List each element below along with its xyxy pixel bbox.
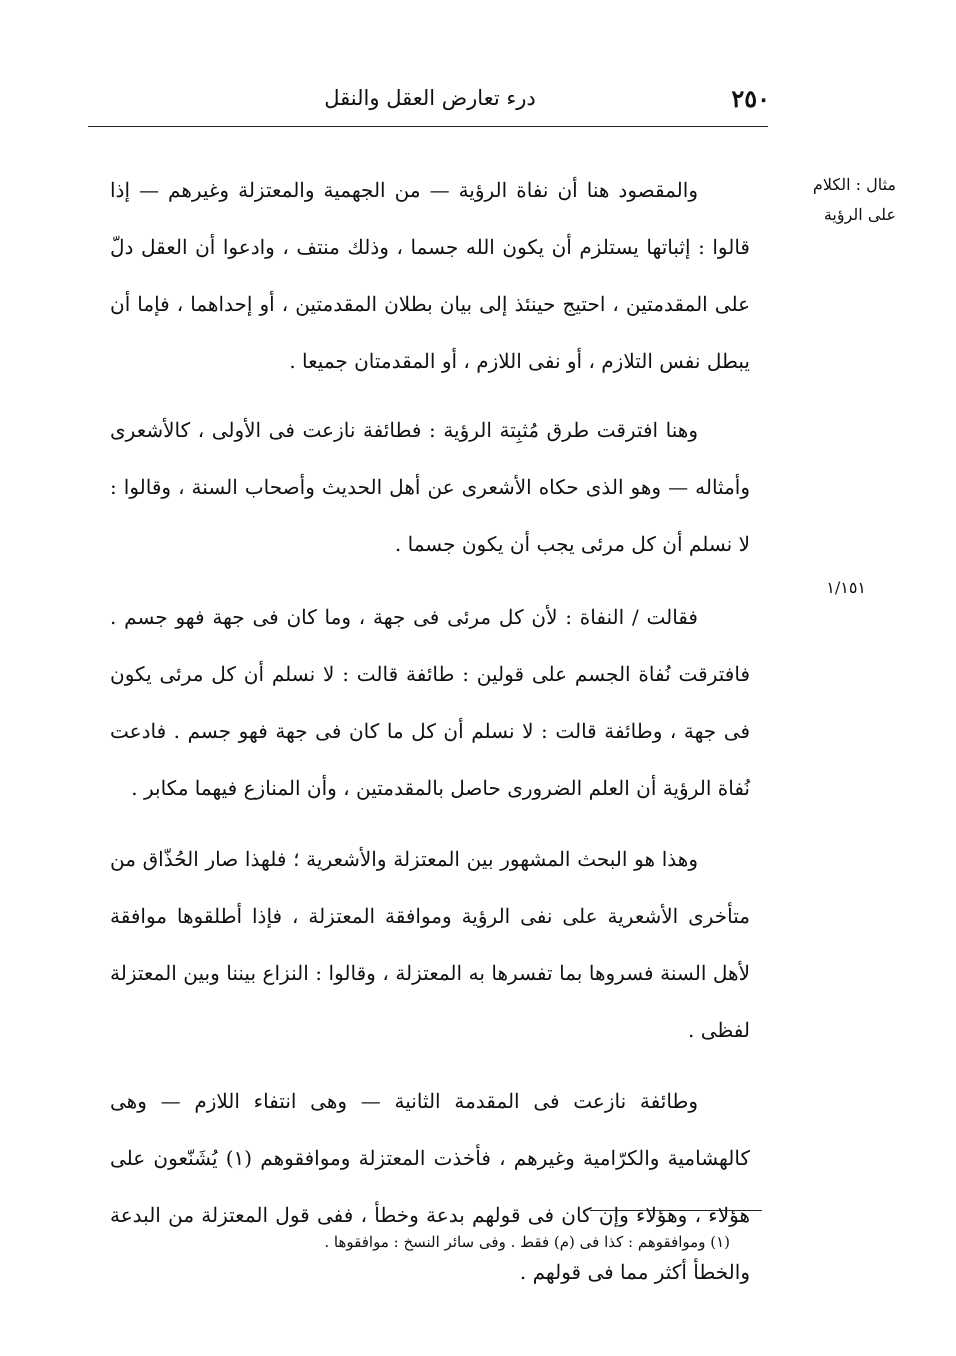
page-number: ٢٥٠ — [731, 84, 770, 113]
paragraph-1: والمقصود هنا أن نفاة الرؤية — من الجهمية والمعتزلة وغيرهم — إذا قالوا : إثباتها يستلزم أن يكون الله جسما ، وذلك منتف ، وادعوا أن العقل دلّ على المقدمتين ، احتيج حينئذ إلى بيان بطلان المقدمتين ، أو إحداهما ، فإما أن يبطل نفس التلازم ، أو نفى اللازم ، أو المقدمتان جميعا . — [110, 178, 750, 373]
paragraph-2: وهنا افترقت طرق مُثبِتة الرؤية : فطائفة نازعت فى الأولى ، كالأشعرى وأمثاله — وهو الذى حكاه الأشعرى عن أهل الحديث وأصحاب السنة ، وقالوا : لا نسلم أن كل مرئى يجب أن يكون جسما . — [110, 418, 750, 556]
margin-note: مثال : الكلام على الرؤية — [812, 175, 896, 224]
running-title: درء تعارض العقل والنقل — [324, 86, 536, 110]
header-rule — [88, 126, 768, 127]
body-text — [110, 162, 750, 1301]
footnote: (١) وموافقوهم : كذا فى (م) فقط . وفى سائر النسخ : موافقوها . — [324, 1233, 730, 1251]
paragraph-4: وهذا هو البحث المشهور بين المعتزلة والأشعرية ؛ فلهذا صار الحُذّاق من متأخرى الأشعرية على نفى الرؤية وموافقة المعتزلة ، فإذا أطلقوها موافقة لأهل السنة فسروها بما تفسرها به المعتزلة ، وقالوا : النزاع بيننا وبين المعتزلة لفظى . — [110, 847, 750, 1042]
footnote-rule — [590, 1210, 762, 1211]
paragraph-5: وطائفة نازعت فى المقدمة الثانية — وهى انتفاء اللازم — وهى كالهشامية والكرّامية وغيرهم ، فأخذت المعتزلة وموافقوهم (١) يُشَنّعون على هؤلاء ، وهؤلاء وإن كان فى قولهم بدعة وخطأ ، ففى قول المعتزلة من البدعة والخطأ أكثر مما فى قولهم . — [110, 1089, 750, 1284]
paragraph-3: فقالت / النفاة : لأن كل مرئى فى جهة ، وما كان فى جهة فهو جسم . فافترقت نُفاة الجسم على قولين : طائفة قالت : لا نسلم أن كل مرئى يكون فى جهة ، وطائفة قالت : لا نسلم أن كل ما كان فى جهة فهو جسم . فادعت نُفاة الرؤية أن العلم الضرورى حاصل بالمقدمتين ، وأن المنازع فيهما مكابر . — [110, 605, 750, 800]
margin-folio-reference: ١/١٥١ — [826, 578, 866, 597]
